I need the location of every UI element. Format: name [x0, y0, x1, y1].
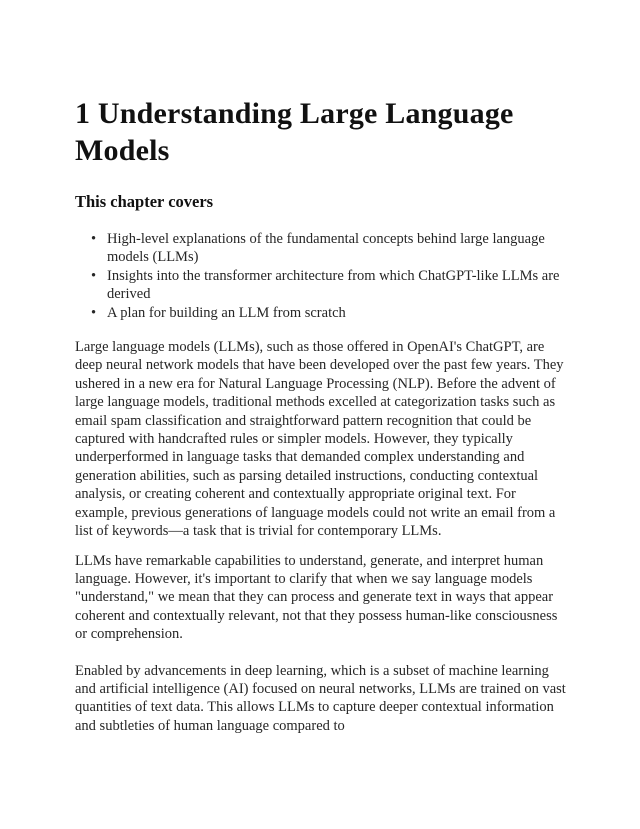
list-item-text: Insights into the transformer architecture from which ChatGPT-like LLMs are derived [107, 267, 560, 303]
list-item-text: High-level explanations of the fundamental concepts behind large language models (LLMs) [107, 231, 545, 266]
paragraph: LLMs have remarkable capabilities to understand, generate, and interpret human language. However, it's important to clarify that when we say language models "understand," we mean that they can process and generate text in ways that appear coherent and contextually relevant, not that they possess human-like consciousness or comprehension. [75, 552, 558, 643]
paragraph: Enabled by advancements in deep learning, which is a subset of machine learning and artificial intelligence (AI) focused on neural networks, LLMs are trained on vast quantities of text data. This allows LLMs to capture deeper contextual information and subtleties of human language compared to [75, 662, 566, 734]
list-item [75, 267, 570, 304]
bullet-icon: • [91, 231, 97, 247]
list-item-text: A plan for building an LLM from scratch [107, 304, 346, 321]
bullet-icon: • [91, 304, 97, 321]
chapter-title: 1 Understanding Large Language Models [75, 97, 514, 167]
page-content [75, 0, 570, 735]
chapter-covers-list [75, 230, 570, 322]
paragraph: Large language models (LLMs), such as those offered in OpenAI's ChatGPT, are deep neural network models that have been developed over the past few years. They ushered in a new era for Natural Language Processing (NLP). Before the advent of large language models, traditional methods excelled at categorization tasks such as email spam classification and straightforward pattern recognition that could be captured with handcrafted rules or simpler models. However, they typically underperformed in language tasks that demanded complex understanding and generation abilities, such as parsing detailed instructions, conducting contextual analysis, or creating coherent and contextually appropriate original text. For example, previous generations of language models could not write an email from a list of keywords—a task that is trivial for contemporary LLMs. [75, 339, 564, 540]
list-item [75, 230, 570, 267]
chapter-covers-heading: This chapter covers [75, 192, 214, 211]
list-item [75, 304, 570, 322]
bullet-icon: • [91, 267, 97, 284]
